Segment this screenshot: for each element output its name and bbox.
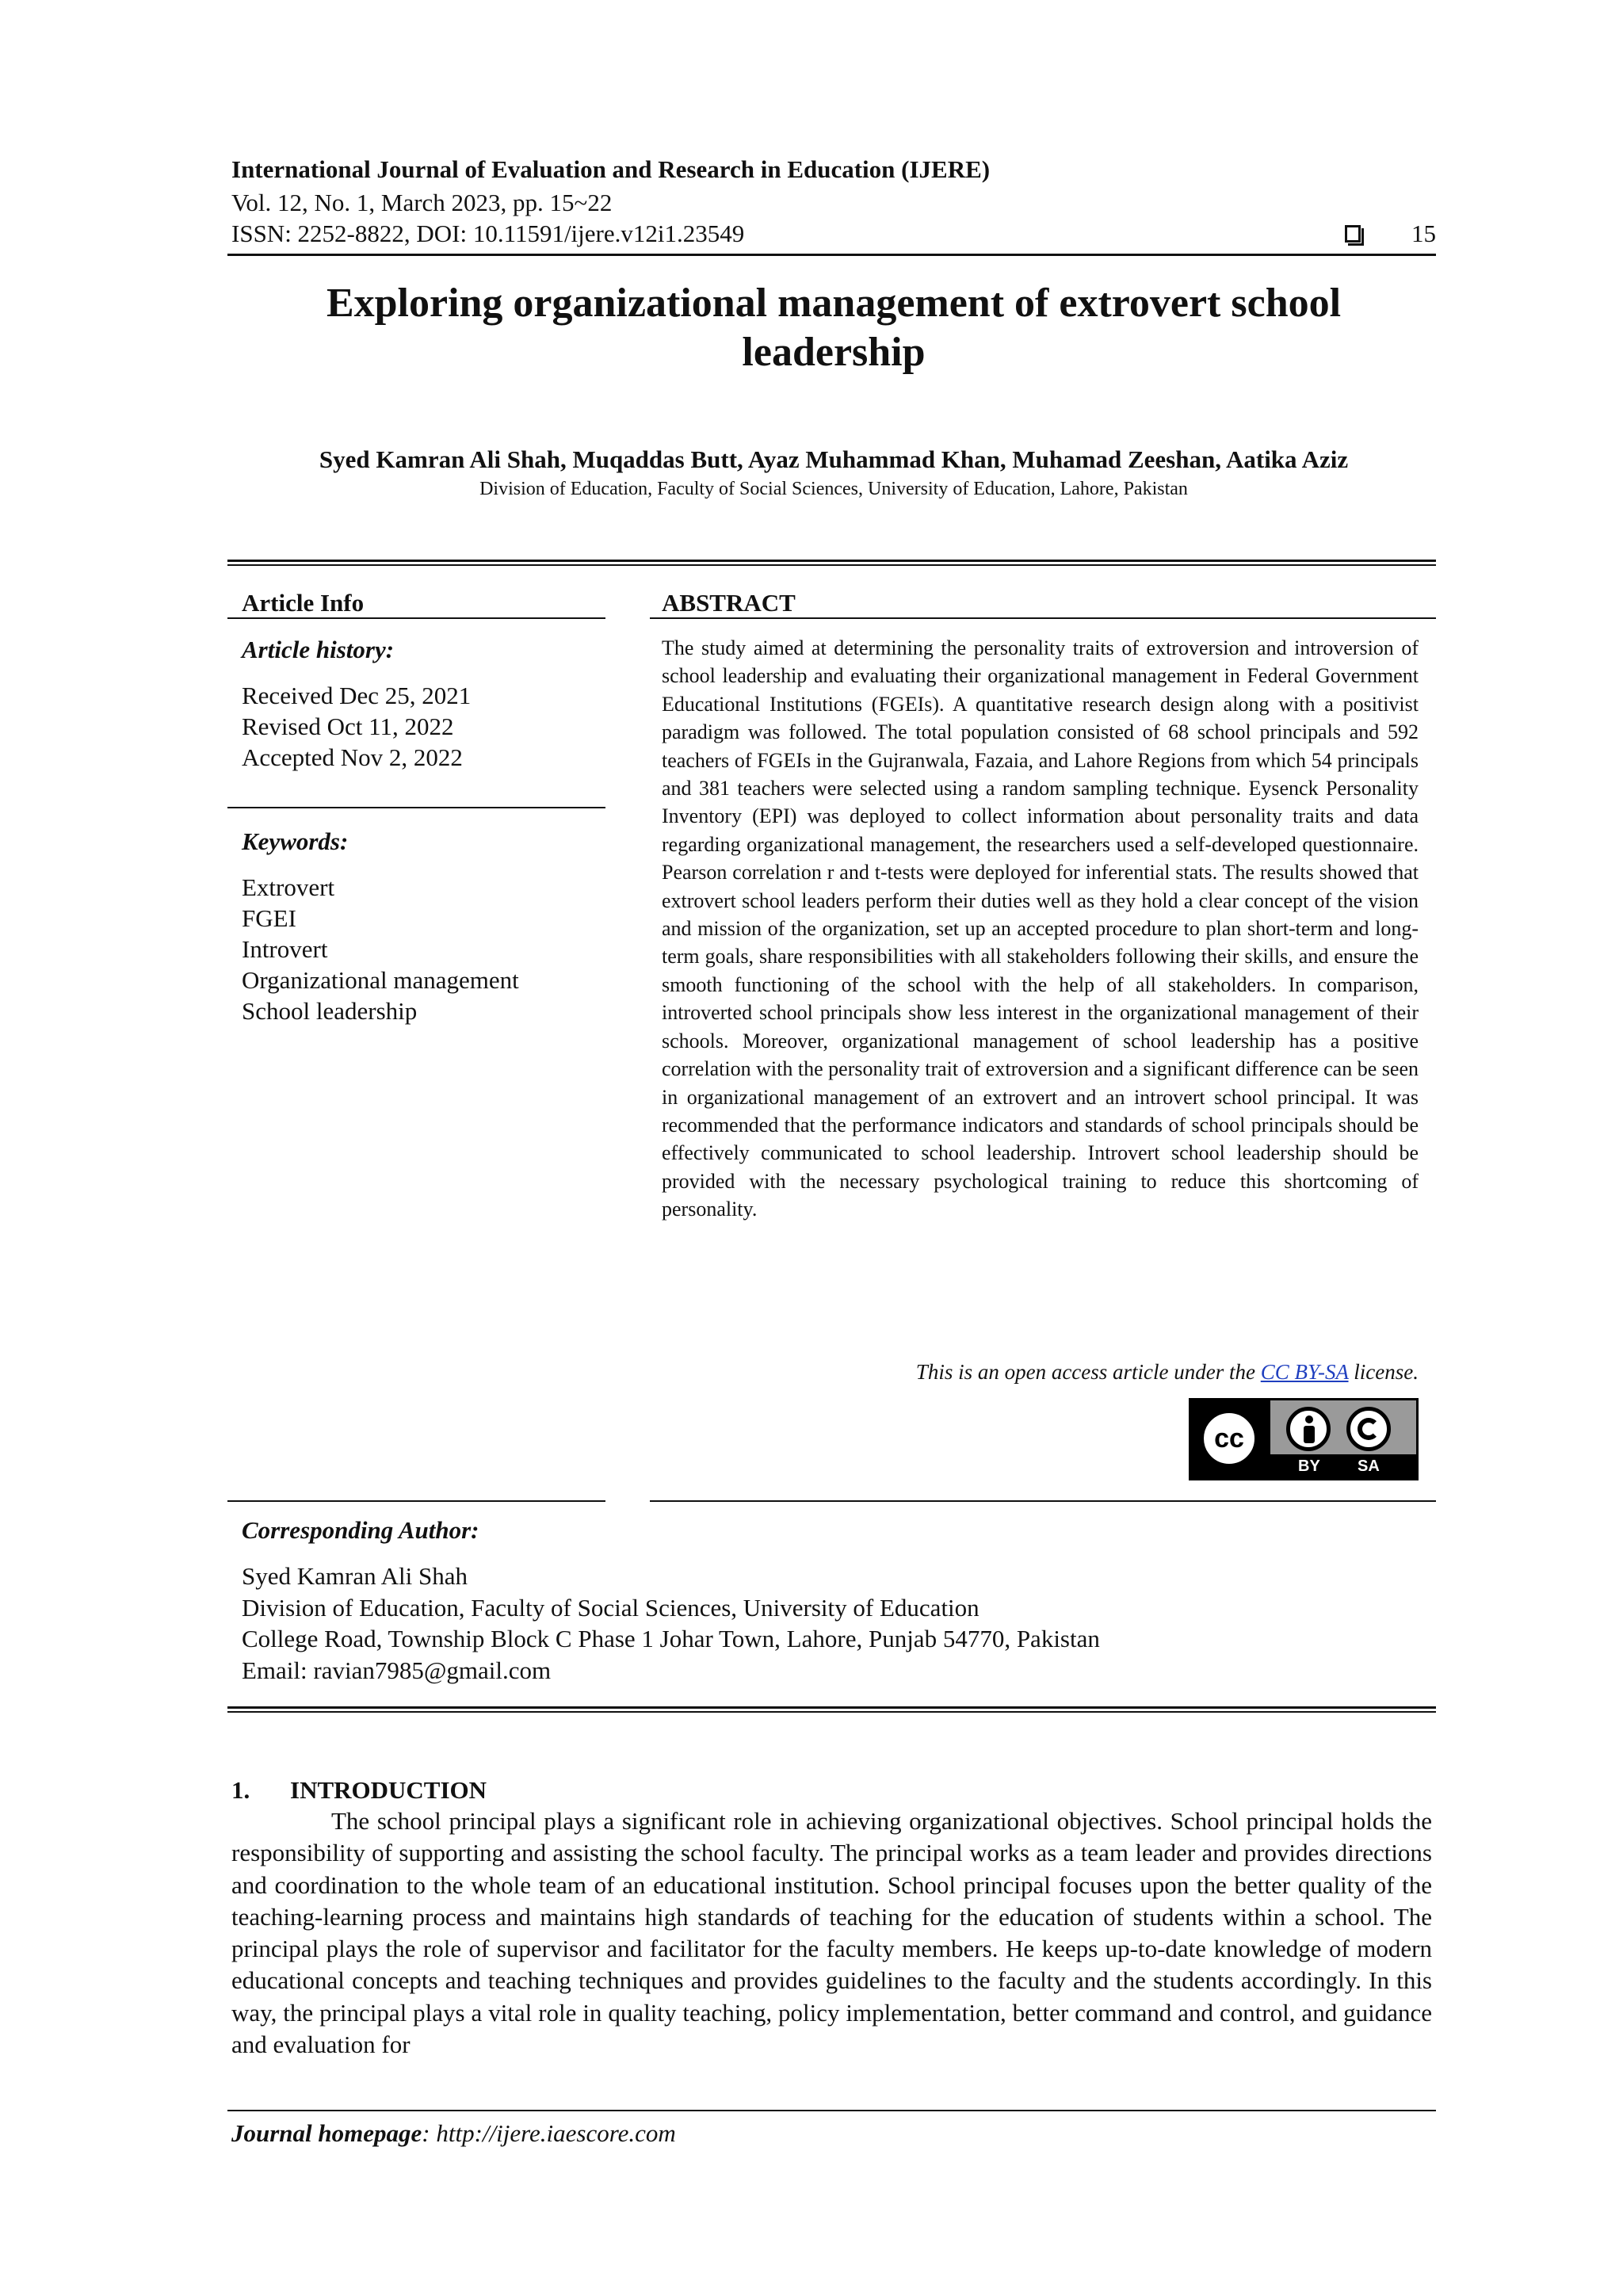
page-number: 15 (1411, 220, 1436, 247)
introduction-text: The school principal plays a significant role in achieving organizational objectives. School principal holds the responsibility of supporting and assisting the school faculty. The principal works as a team leader and provides directions and coordination to the whole team of an educational institution. School principal focuses upon the better quality of the teaching-learning process and maintains high standards of teaching for the education of students within a school. The principal plays the role of supervisor and facilitator for the faculty members. He keeps up-to-date knowledge of modern educational concepts and teaching techniques and provides guidelines to the faculty and the students accordingly. In this way, the principal plays a vital role in quality teaching, policy implementation, better command and control, and guidance and evaluation for (231, 1807, 1432, 2059)
corresponding-author (242, 1515, 1430, 1686)
history-rule (227, 807, 605, 808)
revised-date: Revised Oct 11, 2022 (242, 712, 454, 740)
attribution-icon (1286, 1407, 1331, 1451)
keyword-item: Introvert (242, 935, 328, 963)
volume-info: Vol. 12, No. 1, March 2023, pp. 15~22 (231, 189, 613, 216)
article-history-label: Article history: (242, 636, 395, 663)
footer-rule (227, 2110, 1436, 2111)
article-info-heading: Article Info (242, 589, 365, 617)
corresponding-email: Email: ravian7985@gmail.com (242, 1656, 552, 1684)
homepage-url[interactable]: http://ijere.iaescore.com (436, 2119, 676, 2147)
homepage-label: Journal homepage (231, 2119, 422, 2147)
by-label: BY (1298, 1457, 1320, 1475)
section-title: INTRODUCTION (290, 1776, 487, 1804)
corresponding-name: Syed Kamran Ali Shah (242, 1562, 468, 1590)
license-statement: This is an open access article under the CC BY-SA license. (915, 1360, 1419, 1384)
cc-by-sa-badge-icon[interactable] (1189, 1398, 1419, 1480)
corresponding-dept: Division of Education, Faculty of Social Sciences, University of Education (242, 1593, 980, 1622)
journal-name: International Journal of Evaluation and Research in Education (IJERE) (231, 155, 991, 183)
author-list: Syed Kamran Ali Shah, Muqaddas Butt, Ayaz Muhammad Khan, Muhamad Zeeshan, Aatika Aziz (319, 445, 1349, 473)
section-heading (231, 1775, 487, 1806)
keyword-item: FGEI (242, 904, 296, 932)
corresponding-address: College Road, Township Block C Phase 1 Johar Town, Lahore, Punjab 54770, Pakistan (242, 1625, 1100, 1652)
issn-doi: ISSN: 2252-8822, DOI: 10.11591/ijere.v12i1.23549 (231, 220, 745, 247)
keyword-item: Extrovert (242, 873, 335, 901)
accepted-date: Accepted Nov 2, 2022 (242, 743, 463, 771)
cc-by-sa-link[interactable]: CC BY-SA (1260, 1360, 1349, 1384)
article-info-rule (227, 617, 605, 619)
square-bullet-icon (1345, 225, 1361, 243)
keywords-label: Keywords: (242, 827, 349, 855)
left-bottom-rule (227, 1500, 605, 1502)
keywords-block (242, 826, 606, 1026)
section-number: 1. (231, 1776, 250, 1804)
sa-label: SA (1358, 1457, 1380, 1475)
abstract-text: The study aimed at determining the personality traits of extroversion and introversion of school leadership and evaluating their organizational management in Federal Government Educational Institutions (FGEIs). A quantitative research design along with a positivist paradigm was followed. The total population consisted of 68 school principals and 592 teachers of FGEIs in the Gujranwala, Fazaia, and Lahore Regions from which 54 principals and 381 teachers were selected using a random sampling technique. Eysenck Personality Inventory (EPI) was deployed to collect information about personality traits and data regarding organizational management, the researchers used a self-developed questionnaire. Pearson correlation r and t-tests were deployed for inferential stats. The results showed that extrovert school leaders perform their duties well as they hold a clear concept of the vision and mission of the organization, set up an accepted procedure to plan short-term and long-term goals, share responsibilities with all stakeholders following their skills, and ensure the smooth functioning of the school with the help of all stakeholders. In comparison, introverted school principals show less interest in the organizational management of their schools. Moreover, organizational management of school leadership has a positive correlation with the personality trait of extroversion and a significant difference can be seen in organizational management of an extrovert and an introvert school principal. It was recommended that the performance indicators and standards of school principals should be effectively communicated to school leadership. Introvert school leadership should be provided with the necessary psychological training to reduce this shortcoming of personality. (662, 636, 1419, 1221)
right-bottom-rule (650, 1500, 1436, 1502)
header-rule (227, 254, 1436, 256)
article-history (242, 634, 606, 773)
corresponding-label: Corresponding Author: (242, 1516, 479, 1544)
paper-title: Exploring organizational management of extrovert school leadership (326, 281, 1342, 375)
keyword-item: School leadership (242, 997, 418, 1025)
received-date: Received Dec 25, 2021 (242, 682, 472, 709)
bottom-double-rule (227, 1706, 1436, 1713)
keyword-item: Organizational management (242, 966, 519, 994)
cc-logo-icon: cc (1199, 1408, 1259, 1469)
top-double-rule (227, 560, 1436, 566)
header-right (1345, 218, 1436, 250)
journal-homepage: Journal homepage: http://ijere.iaescore.com (231, 2119, 676, 2147)
abstract-heading: ABSTRACT (662, 589, 796, 617)
share-alike-icon (1346, 1407, 1391, 1451)
affiliation: Division of Education, Faculty of Social Sciences, University of Education, Lahore, Pakistan (479, 479, 1188, 499)
